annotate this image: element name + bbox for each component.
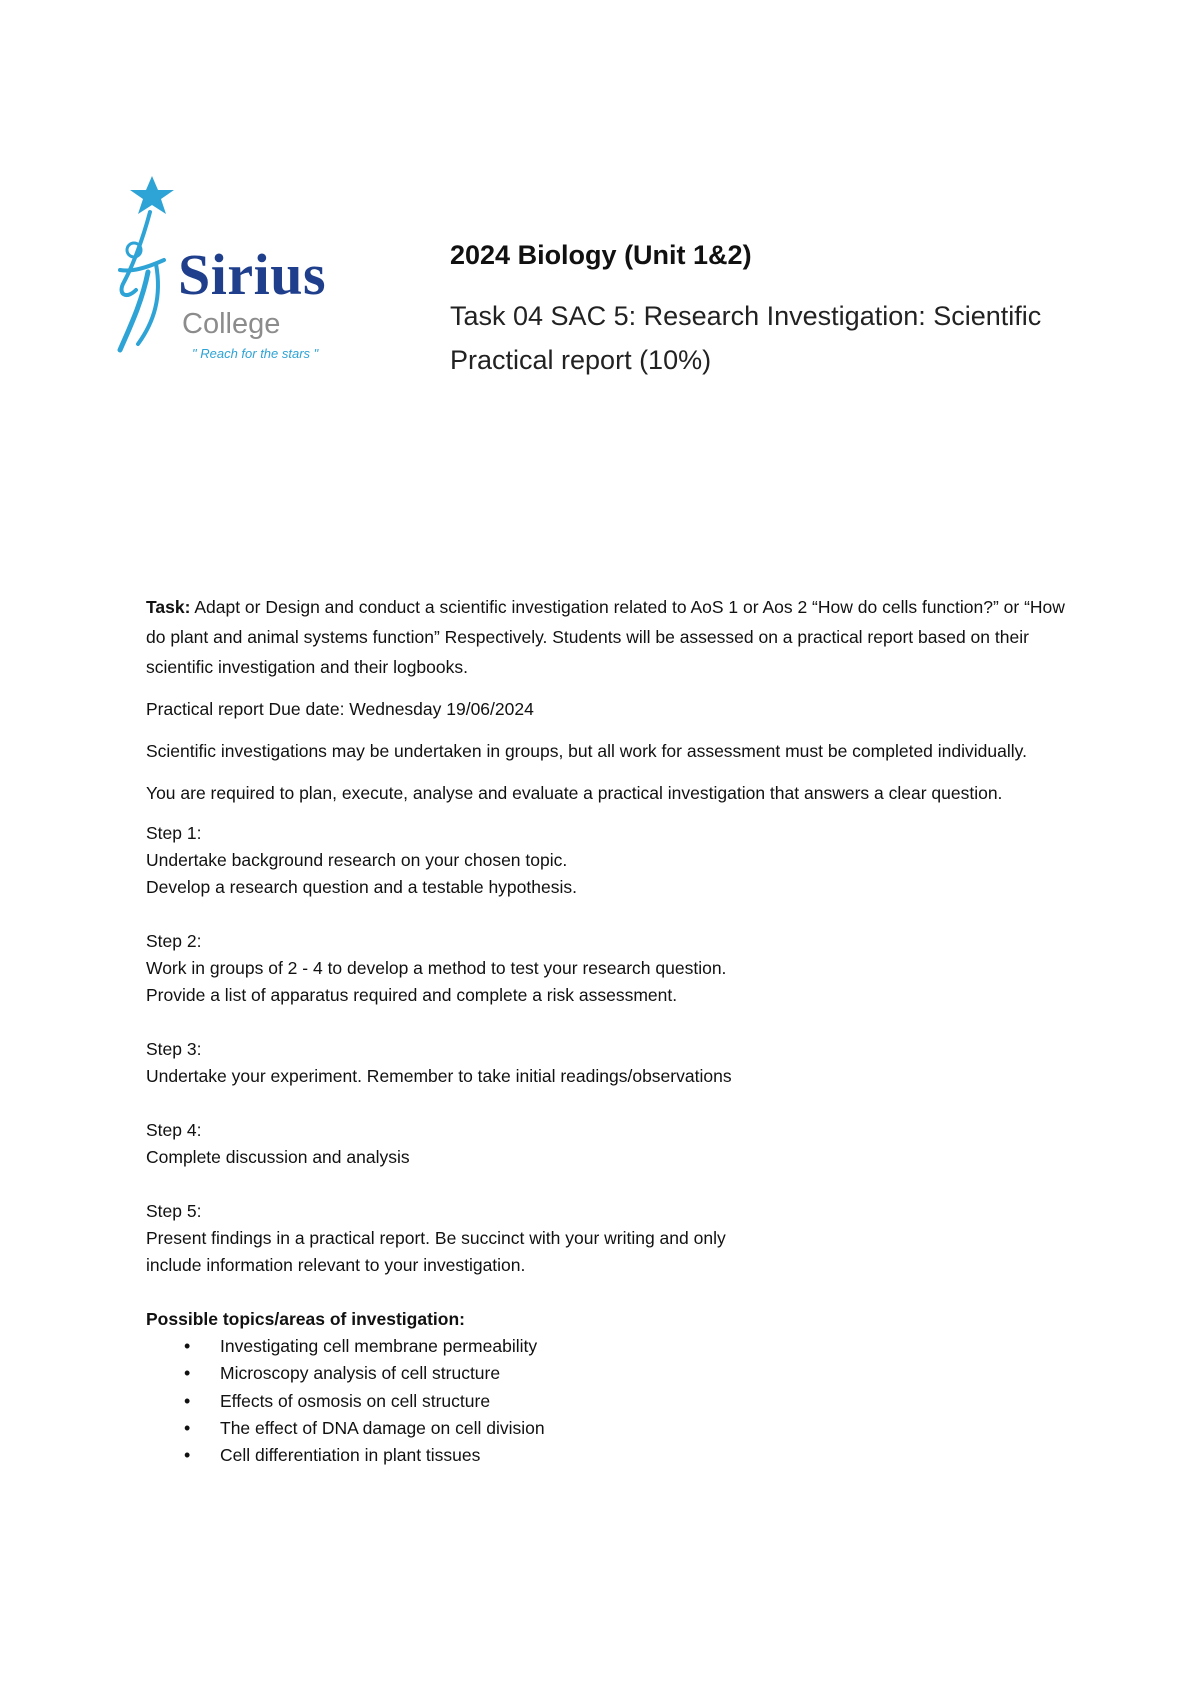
- step-2: [146, 928, 1086, 1009]
- step-line: Undertake background research on your chosen topic.: [146, 850, 568, 870]
- task-paragraph: [146, 592, 1086, 682]
- document-title: 2024 Biology (Unit 1&2): [450, 240, 752, 270]
- step-line: Complete discussion and analysis: [146, 1147, 410, 1167]
- document-subtitle: Task 04 SAC 5: Research Investigation: Scientific Practical report (10%): [450, 301, 1042, 375]
- step-5: [146, 1198, 1086, 1279]
- step-line: include information relevant to your investigation.: [146, 1255, 526, 1275]
- step-label: Step 2:: [146, 931, 202, 951]
- step-line: Present findings in a practical report. Be succinct with your writing and only: [146, 1228, 726, 1248]
- step-3: [146, 1036, 1086, 1090]
- logo-name: Sirius: [178, 242, 327, 307]
- due-date: Practical report Due date: Wednesday 19/06/2024: [146, 699, 534, 719]
- list-item: • The effect of DNA damage on cell division: [146, 1415, 1086, 1442]
- list-item: • Investigating cell membrane permeability: [146, 1333, 1086, 1360]
- list-item: • Microscopy analysis of cell structure: [146, 1360, 1086, 1387]
- step-4: [146, 1117, 1086, 1171]
- logo-motto: " Reach for the stars ": [192, 346, 319, 361]
- list-item: • Effects of osmosis on cell structure: [146, 1388, 1086, 1415]
- step-line: Develop a research question and a testable hypothesis.: [146, 877, 577, 897]
- step-line: Undertake your experiment. Remember to take initial readings/observations: [146, 1066, 732, 1086]
- step-label: Step 4:: [146, 1120, 202, 1140]
- college-logo: [112, 172, 352, 372]
- step-line: Work in groups of 2 - 4 to develop a method to test your research question.: [146, 958, 727, 978]
- requirement-text: You are required to plan, execute, analyse and evaluate a practical investigation that answers a clear question.: [146, 783, 1003, 803]
- steps-list: [146, 820, 1086, 1279]
- step-label: Step 3:: [146, 1039, 202, 1059]
- groups-note: Scientific investigations may be undertaken in groups, but all work for assessment must be completed individually.: [146, 741, 1027, 761]
- logo-subname: College: [182, 308, 281, 340]
- document-body: [146, 592, 1086, 1469]
- topics-list: [146, 1333, 1086, 1469]
- topics-heading: Possible topics/areas of investigation:: [146, 1309, 465, 1329]
- step-line: Provide a list of apparatus required and complete a risk assessment.: [146, 985, 678, 1005]
- task-text: Adapt or Design and conduct a scientific investigation related to AoS 1 or Aos 2 “How do cells function?” or “How do plant and animal systems function” Respectively. Students will be assessed on a practical report based on their scientific investigation and their logbooks.: [146, 597, 1065, 677]
- task-label: Task:: [146, 597, 191, 617]
- list-item: • Cell differentiation in plant tissues: [146, 1442, 1086, 1469]
- step-label: Step 5:: [146, 1201, 202, 1221]
- step-1: [146, 820, 1086, 901]
- step-label: Step 1:: [146, 823, 202, 843]
